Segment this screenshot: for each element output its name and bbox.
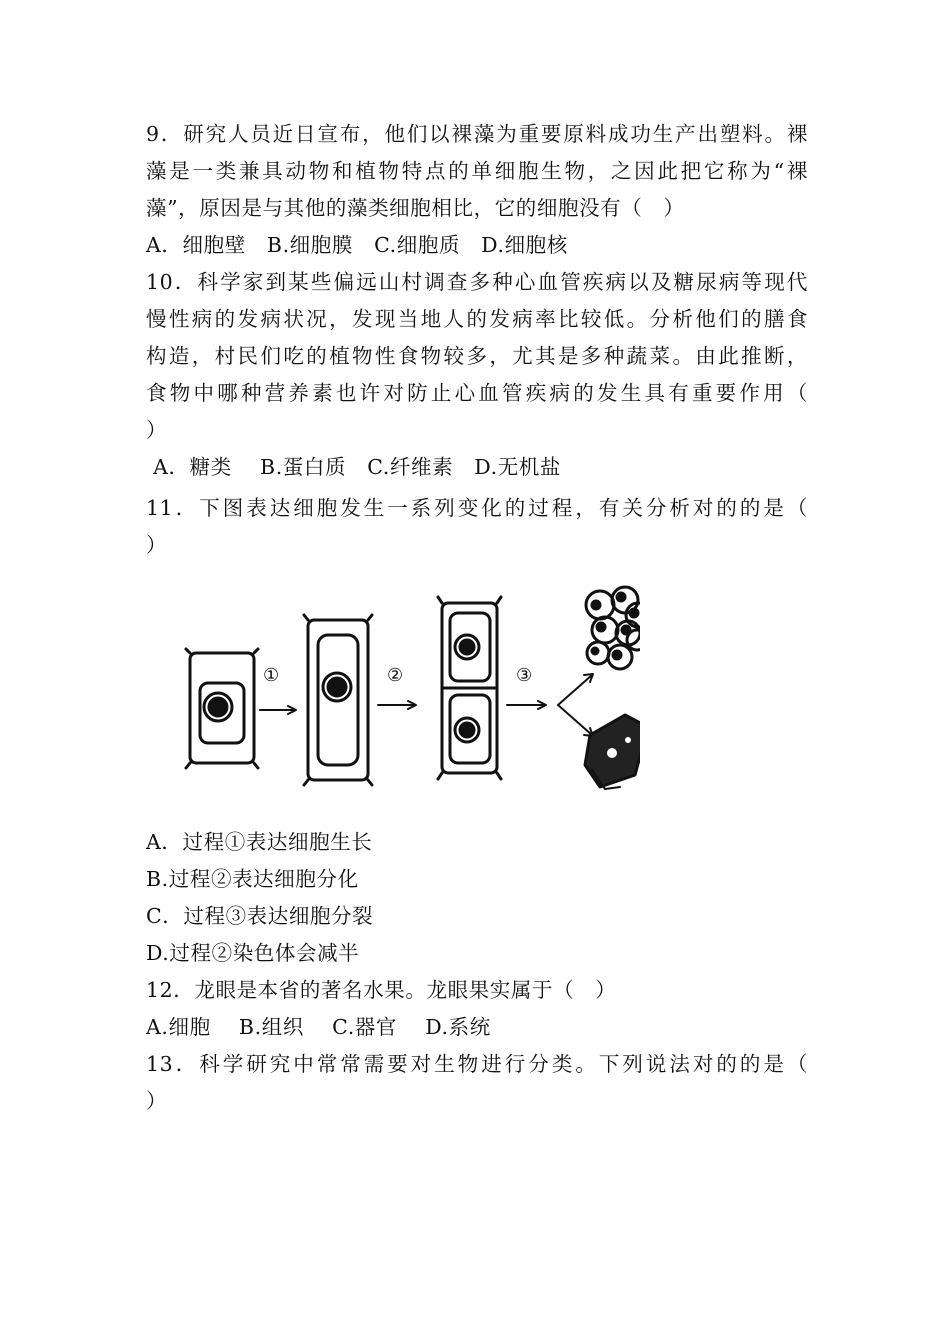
question-12: [146, 972, 808, 1046]
question-11-line-2: ）: [146, 533, 168, 557]
process-2-label: ②: [387, 665, 404, 686]
question-11-option-d: D.过程②染色体会减半: [146, 941, 360, 965]
cell-1-icon: [186, 649, 258, 768]
question-10-line-5: ）: [146, 418, 168, 442]
question-13-line-1: 13．科学研究中常常需要对生物进行分类。下列说法对的的是（: [146, 1052, 808, 1076]
question-10-line-1: 10．科学家到某些偏远山村调查多种心血管疾病以及糖尿病等现代: [146, 270, 808, 294]
question-11: [146, 490, 808, 564]
question-9-options: A．细胞壁 B.细胞膜 C.细胞质 D.细胞核: [146, 233, 568, 257]
dark-tissue-icon: [585, 715, 640, 789]
question-10-line-4: 食物中哪种营养素也许对防止心血管疾病的发生具有重要作用（: [146, 381, 808, 405]
question-11-option-a: A．过程①表达细胞生长: [146, 830, 373, 854]
process-1-label: ①: [263, 665, 280, 686]
cell-3-divided-icon: [438, 597, 501, 779]
round-cell-tissue-icon: [586, 587, 640, 669]
question-9-line-2: 藻是一类兼具动物和植物特点的单细胞生物，之因此把它称为“裸: [146, 159, 808, 183]
question-11-line-1: 11．下图表达细胞发生一系列变化的过程，有关分析对的的是（: [146, 496, 808, 520]
question-9-line-1: 9．研究人员近日宣布，他们以裸藻为重要原料成功生产出塑料。裸: [146, 122, 808, 146]
question-10-line-3: 构造，村民们吃的植物性食物较多，尤其是多种蔬菜。由此推断，: [146, 344, 808, 368]
cell-process-figure: [180, 575, 640, 805]
question-12-options: A.细胞 B.组织 C.器官 D.系统: [146, 1015, 491, 1039]
process-3-label: ③: [516, 665, 533, 686]
question-10-options: A．糖类 B.蛋白质 C.纤维素 D.无机盐: [146, 455, 562, 479]
question-11-options: [146, 824, 808, 972]
question-11-option-c: C．过程③表达细胞分裂: [146, 904, 374, 928]
question-12-line-1: 12．龙眼是本省的著名水果。龙眼果实属于（ ）: [146, 978, 617, 1002]
question-11-option-b: B.过程②表达细胞分化: [146, 867, 359, 891]
question-9-line-3: 藻”，原因是与其他的藻类细胞相比，它的细胞没有（ ）: [146, 196, 685, 220]
question-10: [146, 264, 808, 486]
question-9: [146, 116, 808, 264]
cell-2-icon: [304, 615, 372, 785]
question-13: [146, 1046, 808, 1120]
question-13-line-2: ）: [146, 1089, 168, 1113]
question-10-line-2: 慢性病的发病状况，发现当地人的发病率比较低。分析他们的膳食: [146, 307, 808, 331]
